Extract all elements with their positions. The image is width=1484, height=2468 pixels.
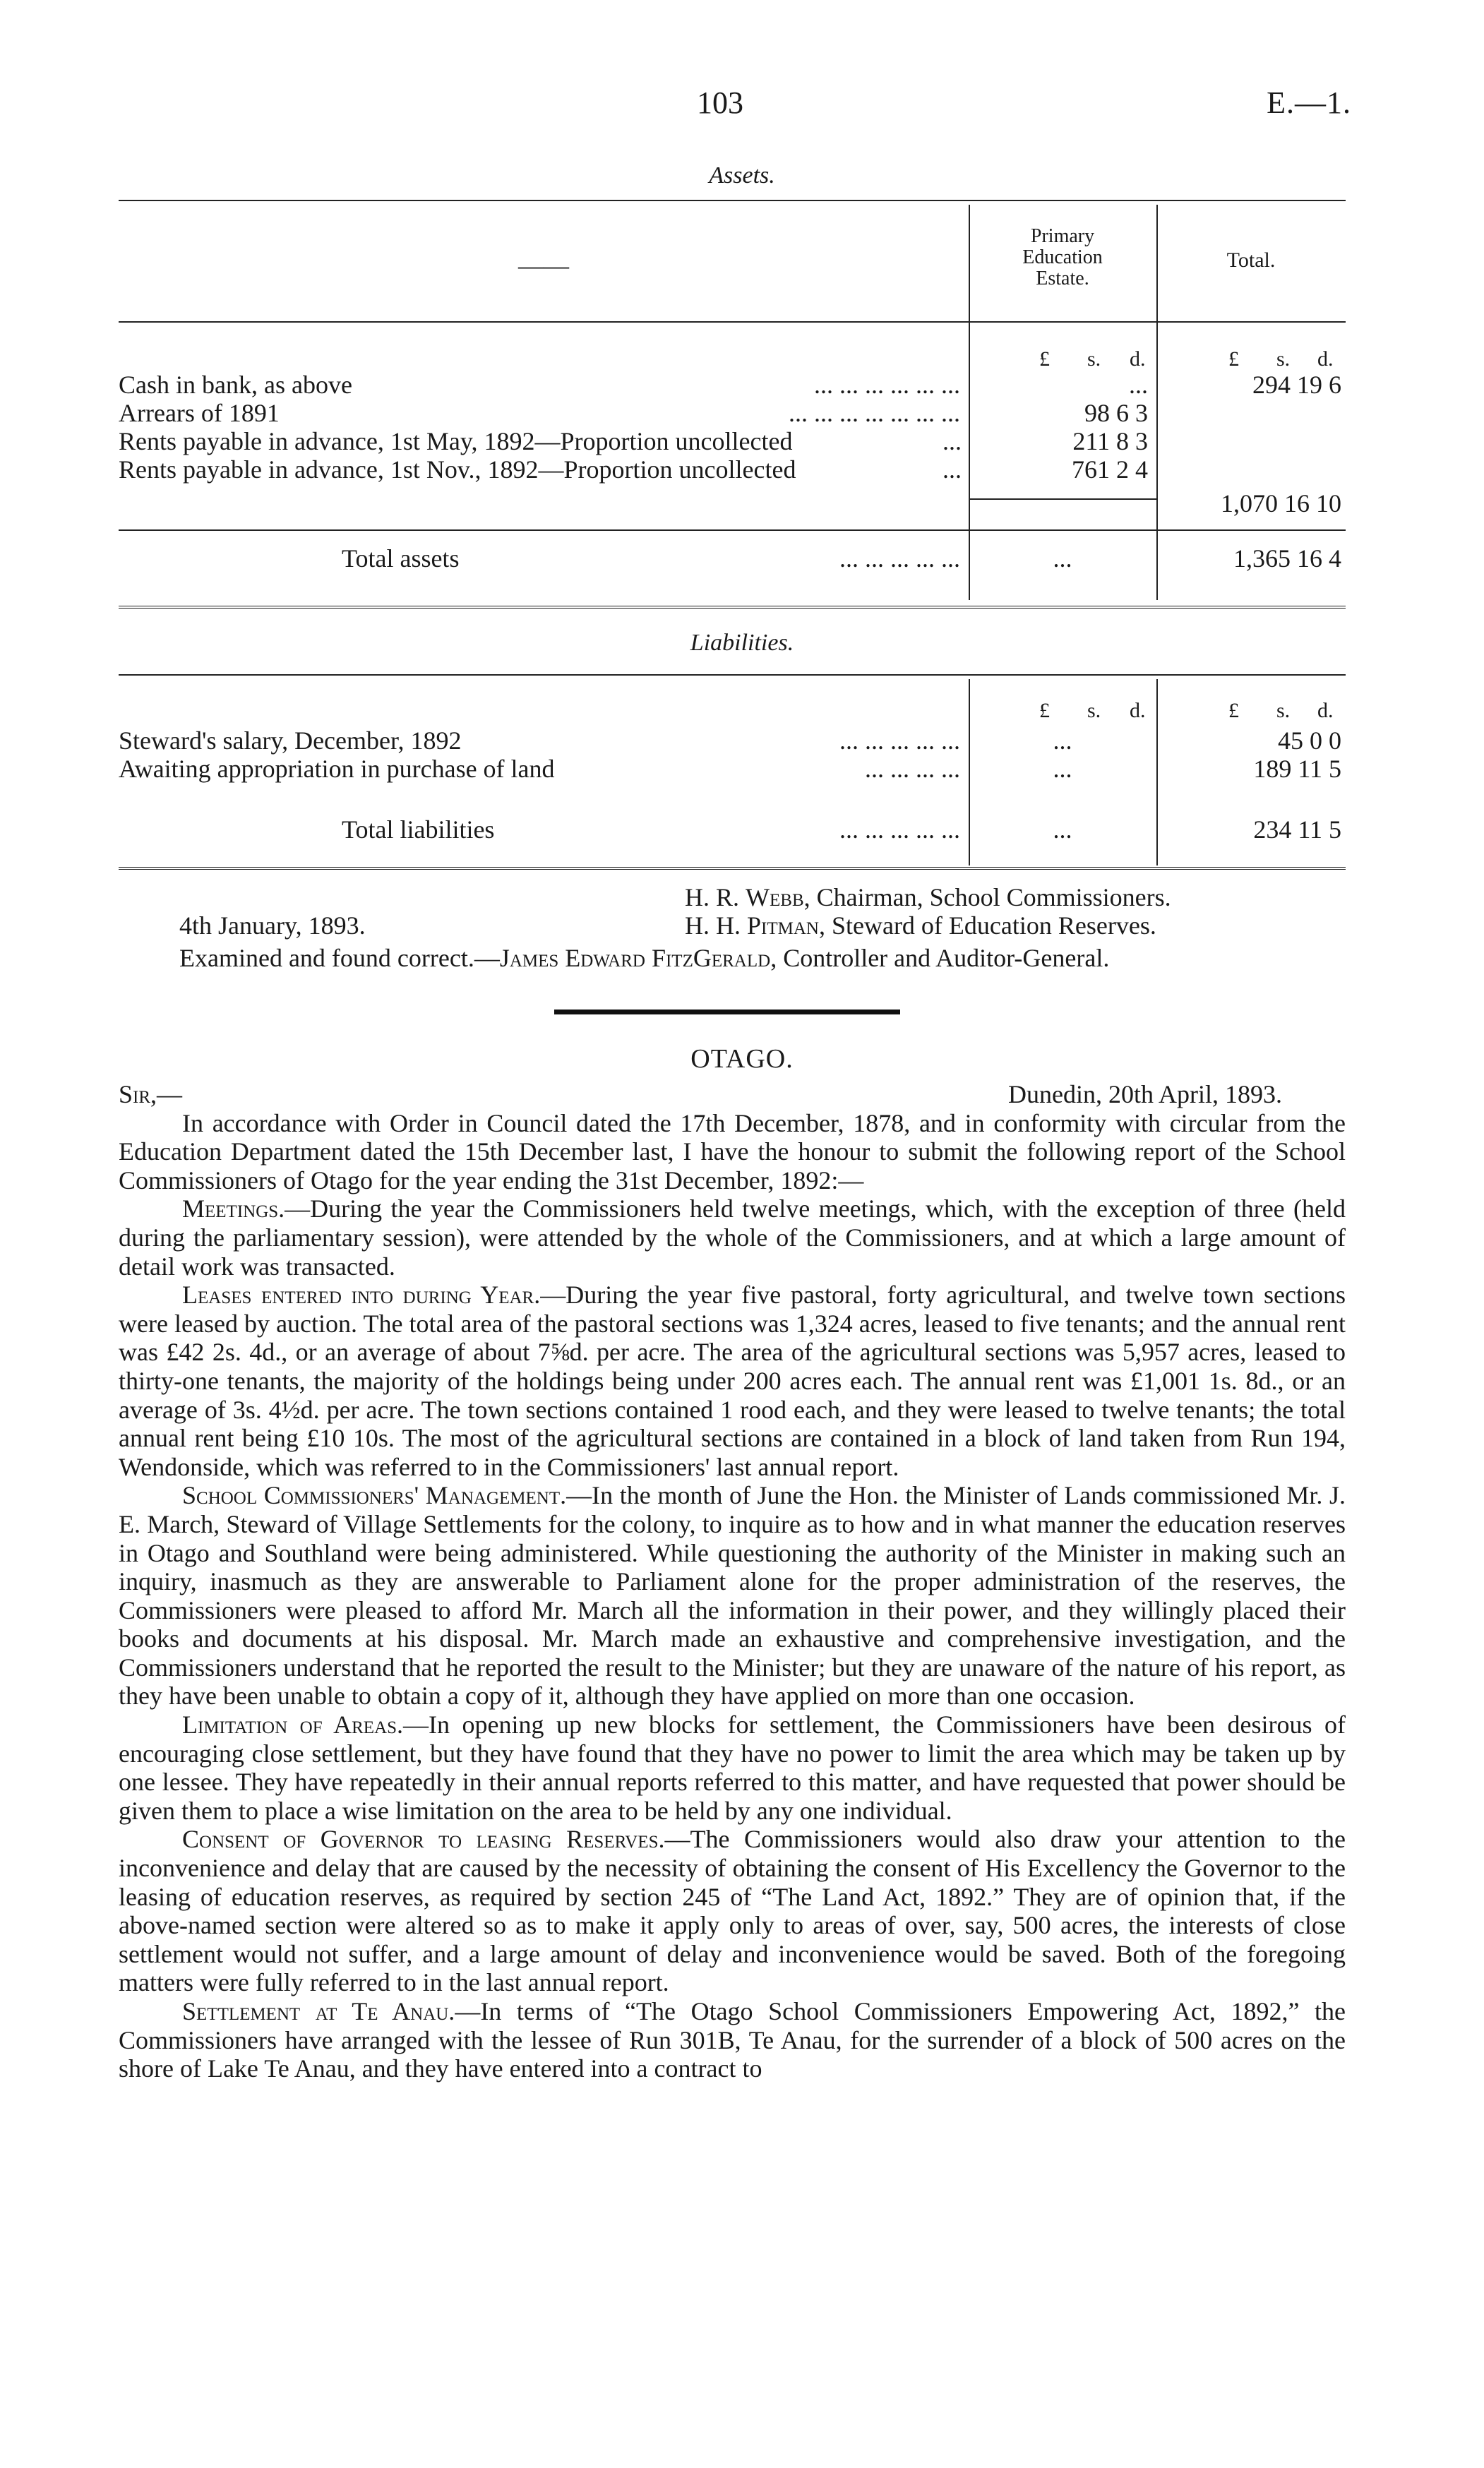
- assets-row-label: Cash in bank, as above: [119, 371, 352, 399]
- assets-caption: Assets.: [709, 162, 775, 188]
- liabilities-col-divider-2: [1156, 679, 1158, 865]
- assets-header-rule: [119, 321, 1346, 323]
- assets-row-leaders: ...: [943, 427, 962, 455]
- liabilities-total-unit-pound: £: [1228, 699, 1239, 722]
- assets-total-unit-pence: d.: [1317, 347, 1334, 371]
- paragraph-settlement: Settlement at Te Anau.—In terms of “The Otago School Commissioners Empowering Act, 1892,” the Commissioners have arranged with the lessee of Run 301B, Te Anau, for the surrender of a block of 500 acres on the shore of Lake Te Anau, and they have entered into a contract to: [119, 1997, 1346, 2083]
- assets-row-primary: ...: [1129, 371, 1148, 399]
- liabilities-row-leaders: ... ... ... ... ...: [839, 726, 960, 755]
- document-reference: E.—1.: [1267, 85, 1351, 120]
- liabilities-total-unit-shilling: s.: [1276, 699, 1291, 722]
- assets-row-primary: 211 8 3: [1072, 427, 1148, 455]
- liabilities-row-primary: ...: [1053, 755, 1072, 783]
- assets-blank-header: ——: [518, 251, 569, 280]
- liabilities-row-total: 189 11 5: [1253, 755, 1341, 783]
- assets-primary-header: Primary Education Estate.: [1022, 225, 1103, 289]
- assets-row-label: Rents payable in advance, 1st May, 1892—Proportion uncollected: [119, 427, 793, 455]
- assets-total-primary: ...: [1053, 544, 1072, 573]
- assets-row-label: Arrears of 1891: [119, 399, 280, 427]
- page-number: 103: [697, 85, 743, 120]
- place-date: Dunedin, 20th April, 1893.: [1008, 1080, 1282, 1108]
- liabilities-top-rule: [119, 674, 1346, 676]
- letter-body: [119, 1080, 1346, 2083]
- paragraph-consent: Consent of Governor to leasing Reserves.—The Commissioners would also draw your attention to the inconvenience and delay that are caused by the necessity of obtaining the consent of His Excellency the Governor to the leasing of education reserves, as required by section 245 of “The Land Act, 1892.” They are of opinion that, if the above-named section were altered so as to make it apply only to areas of over, say, 500 acres, the interests of close settlement would not suffer, and a large amount of delay and inconvenience would be saved. Both of the foregoing matters were fully referred to in the last annual report.: [119, 1825, 1346, 1997]
- assets-subtotal: 1,070 16 10: [1221, 489, 1341, 517]
- assets-bottom-rule: [119, 606, 1346, 611]
- assets-row-total: 294 19 6: [1252, 371, 1341, 399]
- liabilities-row-total: 45 0 0: [1278, 726, 1341, 755]
- liabilities-row-primary: ...: [1053, 726, 1072, 755]
- liabilities-primary-unit-pence: d.: [1130, 699, 1146, 722]
- paragraph-management: School Commissioners' Management.—In the month of June the Hon. the Minister of Lands commissioned Mr. J. E. March, Steward of Village Settlements for the colony, to inquire as to how and in what manner the education reserves in Otago and Southland were being administered. While questioning the authority of the Minister in making such an inquiry, inasmuch as they are answerable to Parliament alone for the proper administration of the reserves, the Commissioners were pleased to afford Mr. March all the information in their power, and they willingly placed their books and documents at his disposal. Mr. March made an exhaustive and comprehensive investigation, and the Commissioners understand that he reported the result to the Minister; but they are unaware of the nature of his report, as they have been unable to obtain a copy of it, although they have applied on more than one occasion.: [119, 1481, 1346, 1711]
- assets-subtotal-rule: [969, 498, 1156, 500]
- paragraph-limitation: Limitation of Areas.—In opening up new blocks for settlement, the Commissioners have been desirous of encouraging close settlement, but they have found that they have no power to limit the area which may be taken up by one lessee. They have repeatedly in their annual reports referred to this matter, and have requested that power should be given them to place a wise limitation on the area to be held by any one individual.: [119, 1711, 1346, 1825]
- section-title: OTAGO.: [690, 1044, 794, 1074]
- signature-chairman: H. R. Webb, Chairman, School Commissioners.: [685, 883, 1171, 911]
- assets-row-label: Rents payable in advance, 1st Nov., 1892—Proportion uncollected: [119, 455, 796, 484]
- assets-total-header: Total.: [1226, 248, 1276, 272]
- paragraph-leases: Leases entered into during Year.—During the year five pastoral, forty agricultural, and twelve town sections were leased by auction. The total area of the pastoral sections was 1,324 acres, leased to five tenants; and the annual rent was £42 2s. 4d., or an average of about 7⅝d. per acre. The area of the agricultural sections was 5,957 acres, leased to thirty-one tenants, the majority of the holdings being under 200 acres each. The annual rent was £1,001 1s. 8d., or an average of 3s. 4½d. per acre. The town sections contained 1 rood each, and they were leased to twelve tenants; the total annual rent being £10 10s. The most of the agricultural sections are contained in a block of land taken from Run 194, Wendonside, which was referred to in the Commissioners' last annual report.: [119, 1281, 1346, 1481]
- assets-row-leaders: ... ... ... ... ... ...: [814, 371, 960, 399]
- assets-primary-unit-pence: d.: [1130, 347, 1146, 371]
- assets-row-primary: 761 2 4: [1072, 455, 1148, 484]
- assets-top-rule: [119, 200, 1346, 201]
- section-divider: [554, 1010, 900, 1014]
- assets-total-label: Total assets: [342, 544, 460, 573]
- liabilities-bottom-rule: [119, 867, 1346, 873]
- signature-auditor: Examined and found correct.—James Edward FitzGerald, Controller and Auditor-General.: [179, 944, 1110, 972]
- liabilities-caption: Liabilities.: [690, 630, 794, 656]
- liabilities-row-label: Steward's salary, December, 1892: [119, 726, 462, 755]
- assets-primary-unit-pound: £: [1039, 347, 1050, 371]
- assets-total-value: 1,365 16 4: [1233, 544, 1341, 573]
- signature-date: 4th January, 1893.: [179, 911, 366, 940]
- liabilities-total-primary: ...: [1053, 815, 1072, 844]
- liabilities-row-label: Awaiting appropriation in purchase of land: [119, 755, 555, 783]
- salutation-line: [119, 1080, 1346, 1109]
- liabilities-primary-unit-shilling: s.: [1087, 699, 1101, 722]
- liabilities-total-leaders: ... ... ... ... ...: [839, 815, 960, 844]
- signature-steward: H. H. Pitman, Steward of Education Reserves.: [685, 911, 1156, 940]
- assets-total-unit-pound: £: [1228, 347, 1239, 371]
- liabilities-total-unit-pence: d.: [1317, 699, 1334, 722]
- liabilities-row-leaders: ... ... ... ...: [865, 755, 960, 783]
- assets-row-leaders: ... ... ... ... ... ... ...: [789, 399, 960, 427]
- assets-total-leaders: ... ... ... ... ...: [839, 544, 960, 573]
- liabilities-total-value: 234 11 5: [1253, 815, 1341, 844]
- assets-primary-unit-shilling: s.: [1087, 347, 1101, 371]
- intro-paragraph: In accordance with Order in Council dated the 17th December, 1878, and in conformity with circular from the Education Department dated the 15th December last, I have the honour to submit the following report of the School Commissioners of Otago for the year ending the 31st December, 1892:—: [119, 1108, 1346, 1194]
- salutation: Sir,—: [119, 1080, 183, 1108]
- assets-row-primary: 98 6 3: [1084, 399, 1148, 427]
- liabilities-primary-unit-pound: £: [1039, 699, 1050, 722]
- paragraph-meetings: Meetings.—During the year the Commissioners held twelve meetings, which, with the exception of three (held during the parliamentary session), were attended by the whole of the Commissioners, and at which a large amount of detail work was transacted.: [119, 1194, 1346, 1281]
- assets-row-leaders: ...: [943, 455, 962, 484]
- liabilities-total-label: Total liabilities: [342, 815, 495, 844]
- assets-total-rule: [119, 529, 1346, 531]
- assets-total-unit-shilling: s.: [1276, 347, 1291, 371]
